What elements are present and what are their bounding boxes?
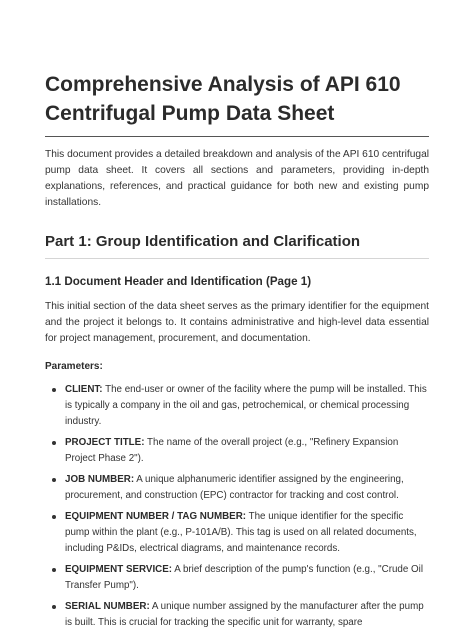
parameter-description: The end-user or owner of the facility where the pump will be installed. This is typically a company in the oil and gas, petrochemical, or chemical processing industry. — [65, 384, 427, 427]
bullet-icon — [52, 605, 56, 609]
parameter-description: The name of the overall project (e.g., "Refinery Expansion Project Phase 2"). — [65, 437, 399, 464]
parameter-description: A unique number assigned by the manufacturer after the pump is built. This is crucial for tracking the specific unit for warranty, spare — [65, 601, 424, 628]
list-item — [45, 435, 429, 467]
parameter-description: A brief description of the pump's function (e.g., "Crude Oil Transfer Pump"). — [65, 564, 424, 591]
part-1-heading: Part 1: Group Identification and Clarification — [45, 231, 429, 259]
list-item — [45, 562, 429, 594]
parameters-list — [45, 382, 429, 631]
bullet-icon — [52, 568, 56, 572]
list-item — [45, 509, 429, 557]
bullet-icon — [52, 388, 56, 392]
section-1-1-heading: 1.1 Document Header and Identification (Page 1) — [45, 275, 312, 288]
parameter-term: CLIENT: — [65, 384, 103, 395]
parameter-description: The unique identifier for the specific pump within the plant (e.g., P-101A/B). This tag is used on all related documents, including P&IDs, electrical diagrams, and maintenance records. — [65, 511, 417, 554]
bullet-icon — [52, 478, 56, 482]
list-item — [45, 599, 429, 631]
parameter-term: PROJECT TITLE: — [65, 437, 145, 448]
document-title: Comprehensive Analysis of API 610 Centrifugal Pump Data Sheet — [45, 70, 429, 137]
parameter-term: EQUIPMENT NUMBER / TAG NUMBER: — [65, 511, 247, 522]
list-item — [45, 472, 429, 504]
parameter-term: EQUIPMENT SERVICE: — [65, 564, 173, 575]
parameter-description: A unique alphanumeric identifier assigned by the engineering, procurement, and construction (EPC) contractor for tracking and cost control. — [65, 474, 404, 501]
parameters-label: Parameters: — [45, 361, 103, 372]
bullet-icon — [52, 515, 56, 519]
parameter-term: SERIAL NUMBER: — [65, 601, 150, 612]
section-1-1-paragraph: This initial section of the data sheet serves as the primary identifier for the equipment and the project it belongs to. It contains administrative and high-level data essential for project management, procurement, and documentation. — [45, 301, 429, 344]
parameter-term: JOB NUMBER: — [65, 474, 135, 485]
intro-paragraph: This document provides a detailed breakdown and analysis of the API 610 centrifugal pump data sheet. It covers all sections and parameters, providing in-depth explanations, references, and practical guidance for both new and existing pump installations. — [45, 149, 429, 208]
list-item — [45, 382, 429, 430]
bullet-icon — [52, 441, 56, 445]
